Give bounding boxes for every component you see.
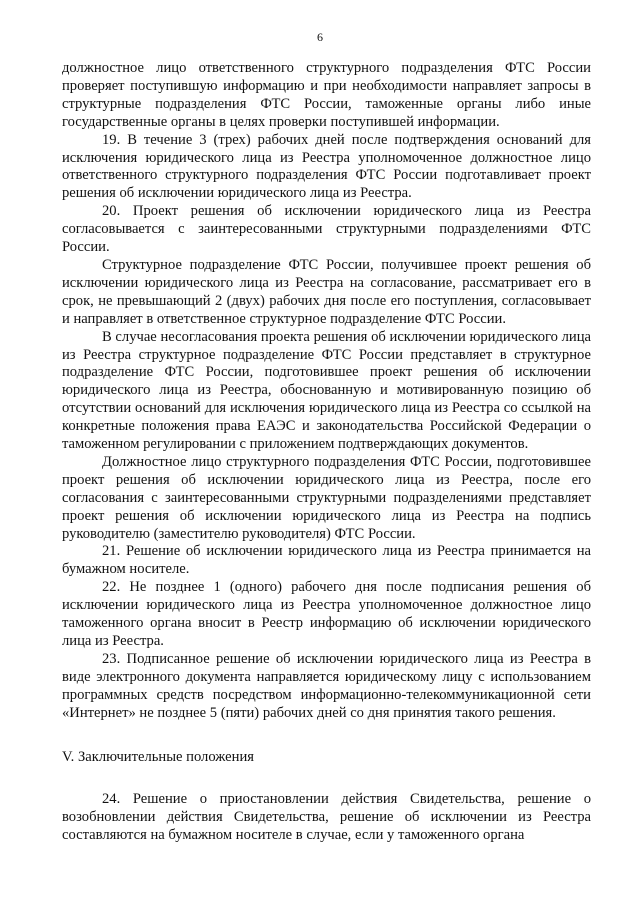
paragraph-20-signature: Должностное лицо структурного подразделения ФТС России, подготовившее проект решения об исключении юридического лица из Реестра, после его согласования с заинтересованными структурными подразделениями представляет проект решения об исключении юридического лица из Реестра на подпись руководителю (заместителю руководителя) ФТС России. bbox=[62, 453, 591, 542]
document-body bbox=[62, 60, 591, 845]
paragraph-continuation: должностное лицо ответственного структурного подразделения ФТС России проверяет поступившую информацию и при необходимости направляет запросы в структурные подразделения ФТС России, таможенные органы либо иные государственные органы в целях проверки поступившей информации. bbox=[62, 60, 591, 130]
paragraph-20: 20. Проект решения об исключении юридического лица из Реестра согласовывается с заинтересованными структурными подразделениями ФТС России. bbox=[62, 203, 591, 256]
paragraph-20-approval: Структурное подразделение ФТС России, получившее проект решения об исключении юридического лица из Реестра на согласование, рассматривает его в срок, не превышающий 2 (двух) рабочих дня после его поступления, согласовывает и направляет в ответственное структурное подразделение ФТС России. bbox=[62, 256, 591, 327]
paragraph-22: 22. Не позднее 1 (одного) рабочего дня после подписания решения об исключении юридического лица из Реестра уполномоченное должностное лицо таможенного органа вносит в Реестр информацию об исключении юридического лица из Реестра. bbox=[62, 579, 591, 649]
page-number: 6 bbox=[317, 30, 323, 44]
paragraph-21: 21. Решение об исключении юридического лица из Реестра принимается на бумажном носителе. bbox=[62, 543, 591, 578]
paragraph-23: 23. Подписанное решение об исключении юридического лица из Реестра в виде электронного документа направляется юридическому лицу с использованием программных средств посредством информационно-телекоммуникационной сети «Интернет» не позднее 5 (пяти) рабочих дней со дня принятия такого решения. bbox=[62, 650, 591, 721]
paragraph-19: 19. В течение 3 (трех) рабочих дней после подтверждения оснований для исключения юридического лица из Реестра уполномоченное должностное лицо ответственного структурного подразделения ФТС России подготавливает проект решения об исключении юридического лица из Реестра. bbox=[62, 131, 591, 202]
paragraph-20-disagreement: В случае несогласования проекта решения об исключении юридического лица из Реестра структурное подразделение ФТС России представляет в структурное подразделение ФТС России, подготовившее проект решения об исключении юридического лица из Реестра, обоснованную и мотивированную позицию об отсутствии оснований для исключения юридического лица из Реестра со ссылкой на конкретные положения права ЕАЭС и законодательства Российской Федерации о таможенном регулировании с приложением подтверждающих документов. bbox=[62, 328, 591, 453]
section-heading: V. Заключительные положения bbox=[62, 748, 254, 765]
paragraph-24: 24. Решение о приостановлении действия Свидетельства, решение о возобновлении действия Свидетельства, решение об исключении из Реестра составляются на бумажном носителе в случае, если у таможенного органа bbox=[62, 791, 591, 844]
